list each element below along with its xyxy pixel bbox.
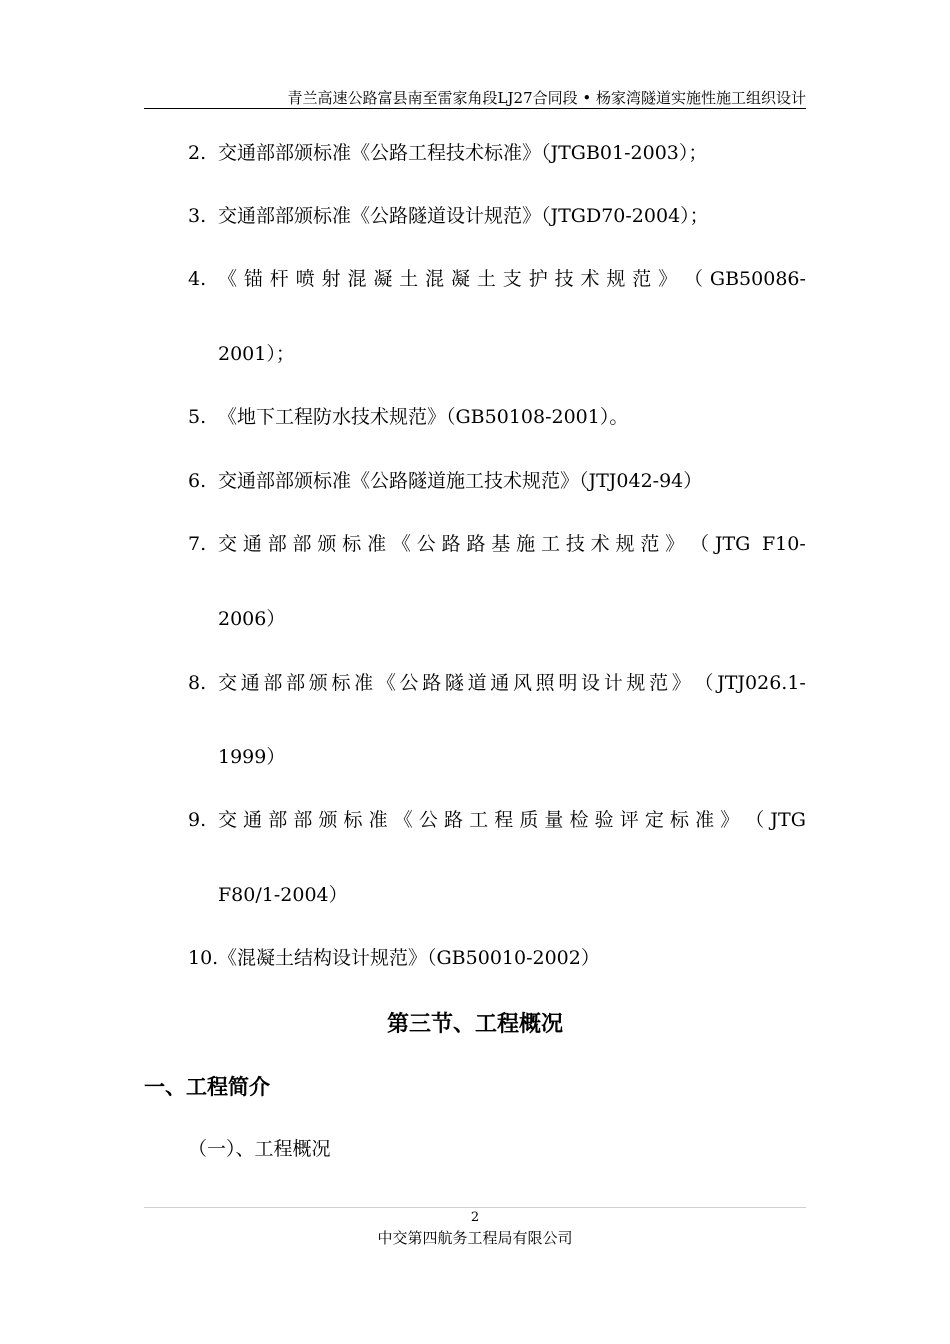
reference-number: 6. (188, 470, 207, 492)
reference-text: 交 通 部 部 颁 标 准 《 公 路 工 程 质 量 检 验 评 定 标 准 》 （ JTG (218, 809, 806, 831)
reference-text-continuation: 2001）； (218, 343, 295, 365)
reference-text-continuation: 1999） (218, 746, 286, 768)
running-header: 青兰高速公路富县南至雷家角段LJ27合同段 • 杨家湾隧道实施性施工组织设计 (287, 89, 806, 107)
heading-level-1: 一、工程简介 (144, 1074, 270, 1099)
footer-divider (144, 1207, 806, 1208)
reference-number: 4. (188, 268, 207, 290)
reference-number: 2. (188, 142, 207, 164)
reference-number: 3. (188, 205, 207, 227)
footer-company: 中交第四航务工程局有限公司 (377, 1229, 573, 1247)
reference-text-continuation: F80/1-2004） (218, 884, 348, 906)
reference-number: 9. (188, 809, 207, 831)
reference-text: 交 通 部 部 颁 标 准 《 公 路 隧 道 通 风 照 明 设 计 规 范 》 （ JTJ026.1- (218, 672, 806, 694)
page-number: 2 (470, 1210, 480, 1225)
reference-text: 《混凝土结构设计规范》（GB50010-2002） (218, 947, 600, 969)
section-title: 第三节、工程概况 (386, 1011, 563, 1037)
reference-text: 交通部部颁标准《公路工程技术标准》（JTGB01-2003）； (218, 142, 708, 164)
reference-number: 7. (188, 533, 207, 555)
header-divider (144, 108, 806, 109)
reference-text: 交通部部颁标准《公路隧道设计规范》（JTGD70-2004）； (218, 205, 709, 227)
reference-text: 《 锚 杆 喷 射 混 凝 土 混 凝 土 支 护 技 术 规 范 》 （ GB50086- (218, 268, 806, 290)
reference-text-continuation: 2006） (218, 608, 286, 630)
reference-number: 5. (188, 406, 207, 428)
reference-number: 8. (188, 672, 207, 694)
heading-level-2: （一）、工程概况 (188, 1138, 331, 1160)
reference-text: 《地下工程防水技术规范》（GB50108-2001）。 (218, 406, 629, 428)
reference-number: 10. (188, 947, 219, 969)
reference-text: 交 通 部 部 颁 标 准 《 公 路 路 基 施 工 技 术 规 范 》 （ JTG F10- (218, 533, 806, 555)
reference-text: 交通部部颁标准《公路隧道施工技术规范》（JTJ042-94） (218, 470, 703, 492)
